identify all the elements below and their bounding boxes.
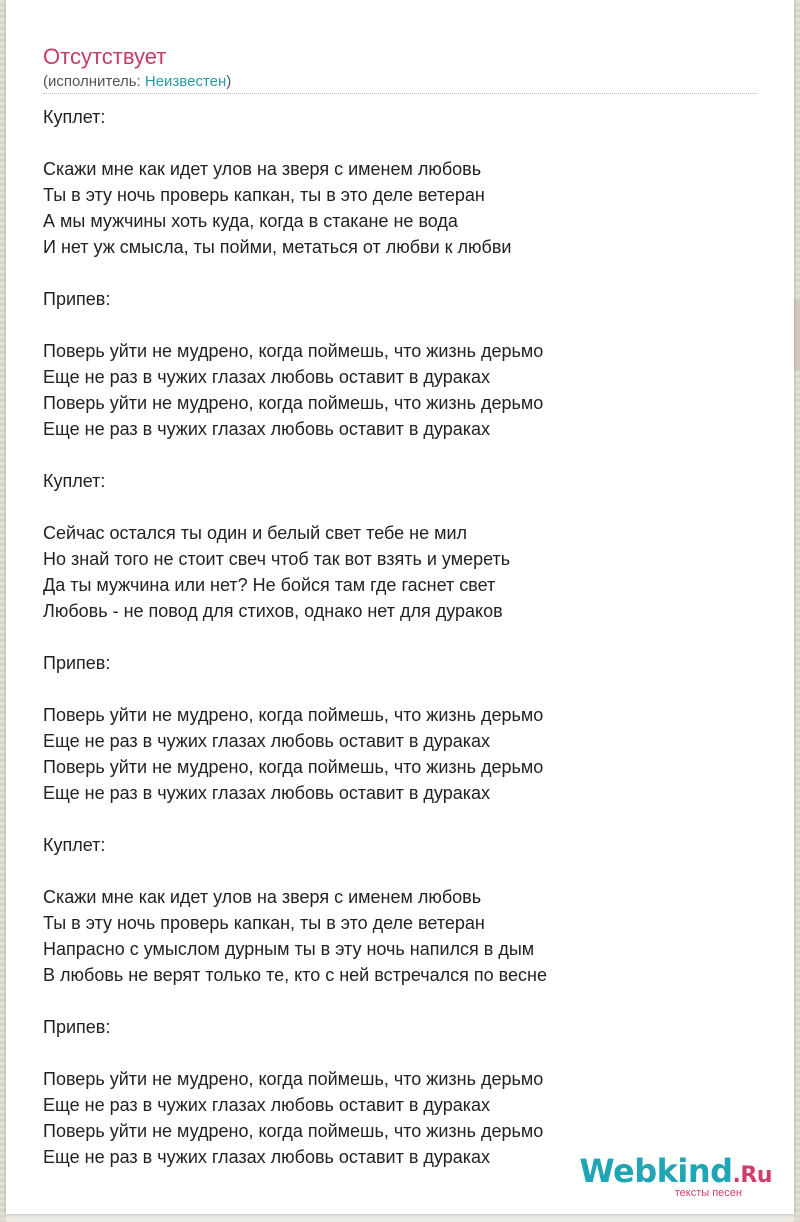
lyrics-line: А мы мужчины хоть куда, когда в стакане не вода <box>43 211 458 231</box>
lyrics-line: Еще не раз в чужих глазах любовь оставит в дураках <box>43 731 490 751</box>
lyrics-blank-line <box>43 312 763 338</box>
lyrics-line: Поверь уйти не мудрено, когда поймешь, что жизнь дерьмо <box>43 393 544 413</box>
lyrics-blank-line <box>43 806 763 832</box>
lyrics-line: Поверь уйти не мудрено, когда поймешь, что жизнь дерьмо <box>43 1069 544 1089</box>
lyrics-line: Еще не раз в чужих глазах любовь оставит в дураках <box>43 1095 490 1115</box>
lyrics-line: Еще не раз в чужих глазах любовь оставит в дураках <box>43 419 490 439</box>
lyrics-line: Сейчас остался ты один и белый свет тебе не мил <box>43 523 468 543</box>
artist-line <box>43 73 231 91</box>
lyrics-line: Да ты мужчина или нет? Не бойся там где гаснет свет <box>43 575 496 595</box>
lyrics-blank-line <box>43 494 763 520</box>
lyrics-blank-line <box>43 442 763 468</box>
lyrics-line: Куплет: <box>43 835 106 855</box>
lyrics-line: Любовь - не повод для стихов, однако нет для дураков <box>43 601 503 621</box>
song-title: Отсутствует <box>43 44 167 69</box>
lyrics-line: Еще не раз в чужих глазах любовь оставит в дураках <box>43 1147 490 1167</box>
lyrics-line: Куплет: <box>43 107 106 127</box>
lyrics-line: Ты в эту ночь проверь капкан, ты в это деле ветеран <box>43 913 485 933</box>
logo-main-text: Webkind <box>579 1152 733 1190</box>
logo-tld: .Ru <box>732 1163 772 1188</box>
lyrics-line: Поверь уйти не мудрено, когда поймешь, что жизнь дерьмо <box>43 705 544 725</box>
lyrics-line: Куплет: <box>43 471 106 491</box>
lyrics-blank-line <box>43 260 763 286</box>
lyrics-line: Поверь уйти не мудрено, когда поймешь, что жизнь дерьмо <box>43 341 544 361</box>
logo-tagline: тексты песен <box>674 1187 742 1199</box>
header-divider <box>43 93 757 94</box>
lyrics-blank-line <box>43 988 763 1014</box>
lyrics-blank-line <box>43 1040 763 1066</box>
lyrics-line: Еще не раз в чужих глазах любовь оставит в дураках <box>43 783 490 803</box>
lyrics-line: Еще не раз в чужих глазах любовь оставит в дураках <box>43 367 490 387</box>
lyrics-blank-line <box>43 676 763 702</box>
lyrics-line: Поверь уйти не мудрено, когда поймешь, что жизнь дерьмо <box>43 1121 544 1141</box>
artist-suffix: ) <box>226 73 232 90</box>
lyrics-line: Припев: <box>43 653 111 673</box>
right-border <box>794 0 800 1222</box>
lyrics-blank-line <box>43 858 763 884</box>
lyrics-line: Ты в эту ночь проверь капкан, ты в это деле ветеран <box>43 185 485 205</box>
site-logo[interactable] <box>579 1154 772 1199</box>
lyrics-blank-line <box>43 624 763 650</box>
artist-prefix: (исполнитель: <box>43 73 145 90</box>
artist-link[interactable]: Неизвестен <box>144 73 227 90</box>
lyrics-line: Припев: <box>43 1017 111 1037</box>
lyrics-line: Скажи мне как идет улов на зверя с именем любовь <box>43 159 482 179</box>
lyrics-line: Но знай того не стоит свеч чтоб так вот взять и умереть <box>43 549 511 569</box>
lyrics-line: Поверь уйти не мудрено, когда поймешь, что жизнь дерьмо <box>43 757 544 777</box>
lyrics-line: В любовь не верят только те, кто с ней встречался по весне <box>43 965 547 985</box>
lyrics-blank-line <box>43 130 763 156</box>
lyrics-line: И нет уж смысла, ты пойми, метаться от любви к любви <box>43 237 512 257</box>
lyrics-line: Напрасно с умыслом дурным ты в эту ночь напился в дым <box>43 939 535 959</box>
lyrics-line: Припев: <box>43 289 111 309</box>
lyrics-body <box>43 104 763 1170</box>
scroll-nub <box>794 300 800 370</box>
lyrics-line: Скажи мне как идет улов на зверя с именем любовь <box>43 887 482 907</box>
